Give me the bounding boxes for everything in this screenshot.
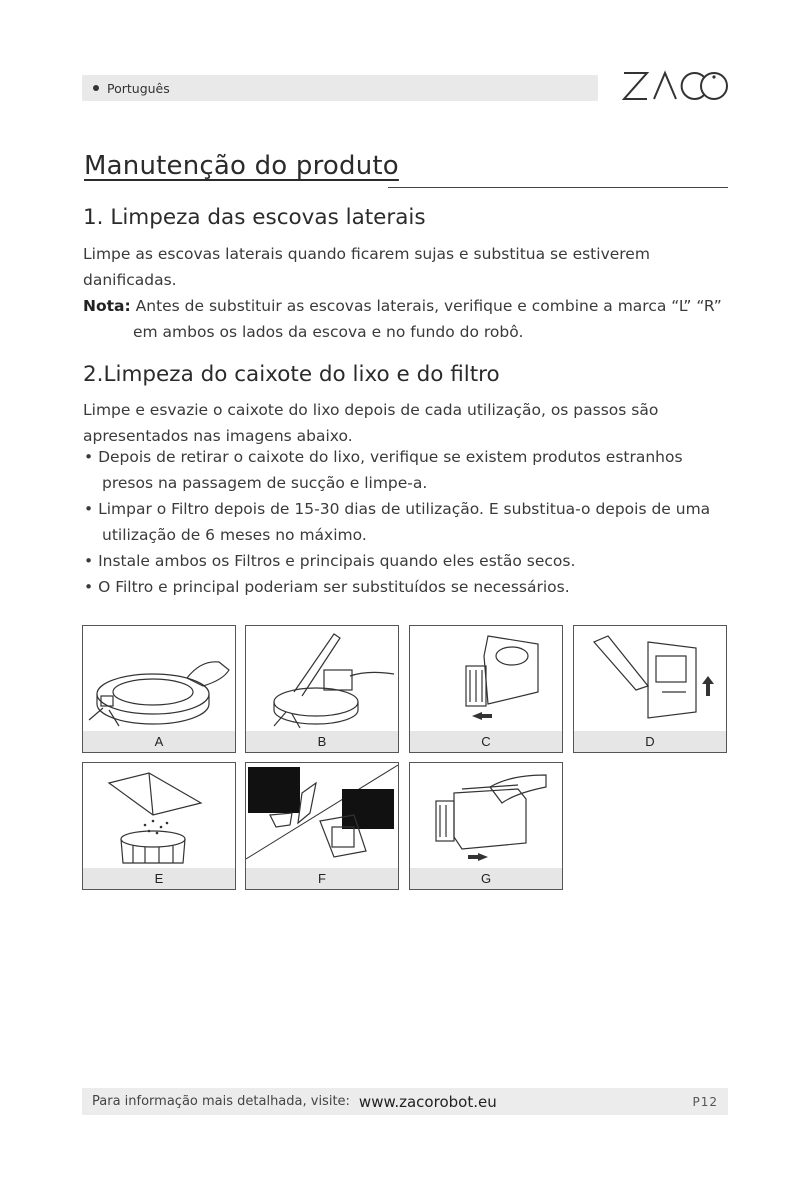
note-line: em ambos os lados da escova e no fundo do robô.: [133, 323, 524, 341]
zaco-logo: [620, 66, 730, 106]
figure-d: [573, 625, 727, 753]
text-line: Limpe e esvazie o caixote do lixo depois de cada utilização, os passos são: [83, 401, 659, 419]
bullet-text: utilização de 6 meses no máximo.: [102, 526, 367, 544]
figure-label: C: [410, 731, 562, 752]
footer-bar: [82, 1088, 728, 1115]
text-line: danificadas.: [83, 271, 177, 289]
language-bar: [82, 75, 598, 101]
list-item: [84, 548, 734, 574]
text-line: apresentados nas imagens abaixo.: [83, 427, 353, 445]
note-label: Nota:: [83, 297, 131, 315]
note-text: Antes de substituir as escovas laterais, verifique e combine a marca “L” “R”: [135, 297, 722, 315]
figure-b: [245, 625, 399, 753]
robot-wipe-illustration: [83, 626, 235, 732]
bullet-text: • Depois de retirar o caixote do lixo, verifique se existem produtos estranhos: [84, 448, 683, 466]
note-line: [83, 293, 728, 319]
filter-replace-illustration: [246, 763, 398, 869]
dustbin-open-illustration: [574, 626, 726, 732]
section2-paragraph: [83, 397, 728, 449]
bullet-dot: [93, 85, 99, 91]
figure-e: [82, 762, 236, 890]
figure-label: A: [83, 731, 235, 752]
list-item: [84, 574, 734, 600]
figure-a: [82, 625, 236, 753]
page-number: P12: [692, 1094, 718, 1109]
figure-label: G: [410, 868, 562, 889]
figure-g: [409, 762, 563, 890]
figure-label: E: [83, 868, 235, 889]
title-divider: [388, 187, 728, 188]
bullet-text: • Limpar o Filtro depois de 15-30 dias de utilização. E substitua-o depois de uma: [84, 500, 711, 518]
bullet-list: [84, 444, 734, 600]
section1-note: [83, 293, 728, 345]
website-link[interactable]: www.zacorobot.eu: [358, 1092, 497, 1111]
page-title: Manutenção do produto: [84, 151, 399, 181]
bullet-text: • O Filtro e principal poderiam ser substituídos se necessários.: [84, 578, 570, 596]
figure-c: [409, 625, 563, 753]
footer-text: Para informação mais detalhada, visite:: [92, 1094, 350, 1109]
empty-bin-illustration: [83, 763, 235, 869]
bullet-text: presos na passagem de sucção e limpe-a.: [102, 474, 428, 492]
language-label: Português: [107, 80, 170, 96]
dustbin-filter-in-illustration: [410, 763, 562, 869]
list-item: [84, 444, 734, 496]
dustbin-filter-out-illustration: [410, 626, 562, 732]
bullet-text: • Instale ambos os Filtros e principais quando eles estão secos.: [84, 552, 576, 570]
robot-open-lid-illustration: [246, 626, 398, 732]
section1-heading: 1. Limpeza das escovas laterais: [83, 205, 426, 230]
text-line: Limpe as escovas laterais quando ficarem sujas e substitua se estiverem: [83, 245, 650, 263]
section1-paragraph: [83, 241, 728, 293]
figure-f: [245, 762, 399, 890]
figure-label: F: [246, 868, 398, 889]
section2-heading: 2.Limpeza do caixote do lixo e do filtro: [83, 362, 500, 387]
figure-label: B: [246, 731, 398, 752]
figure-label: D: [574, 731, 726, 752]
list-item: [84, 496, 734, 548]
